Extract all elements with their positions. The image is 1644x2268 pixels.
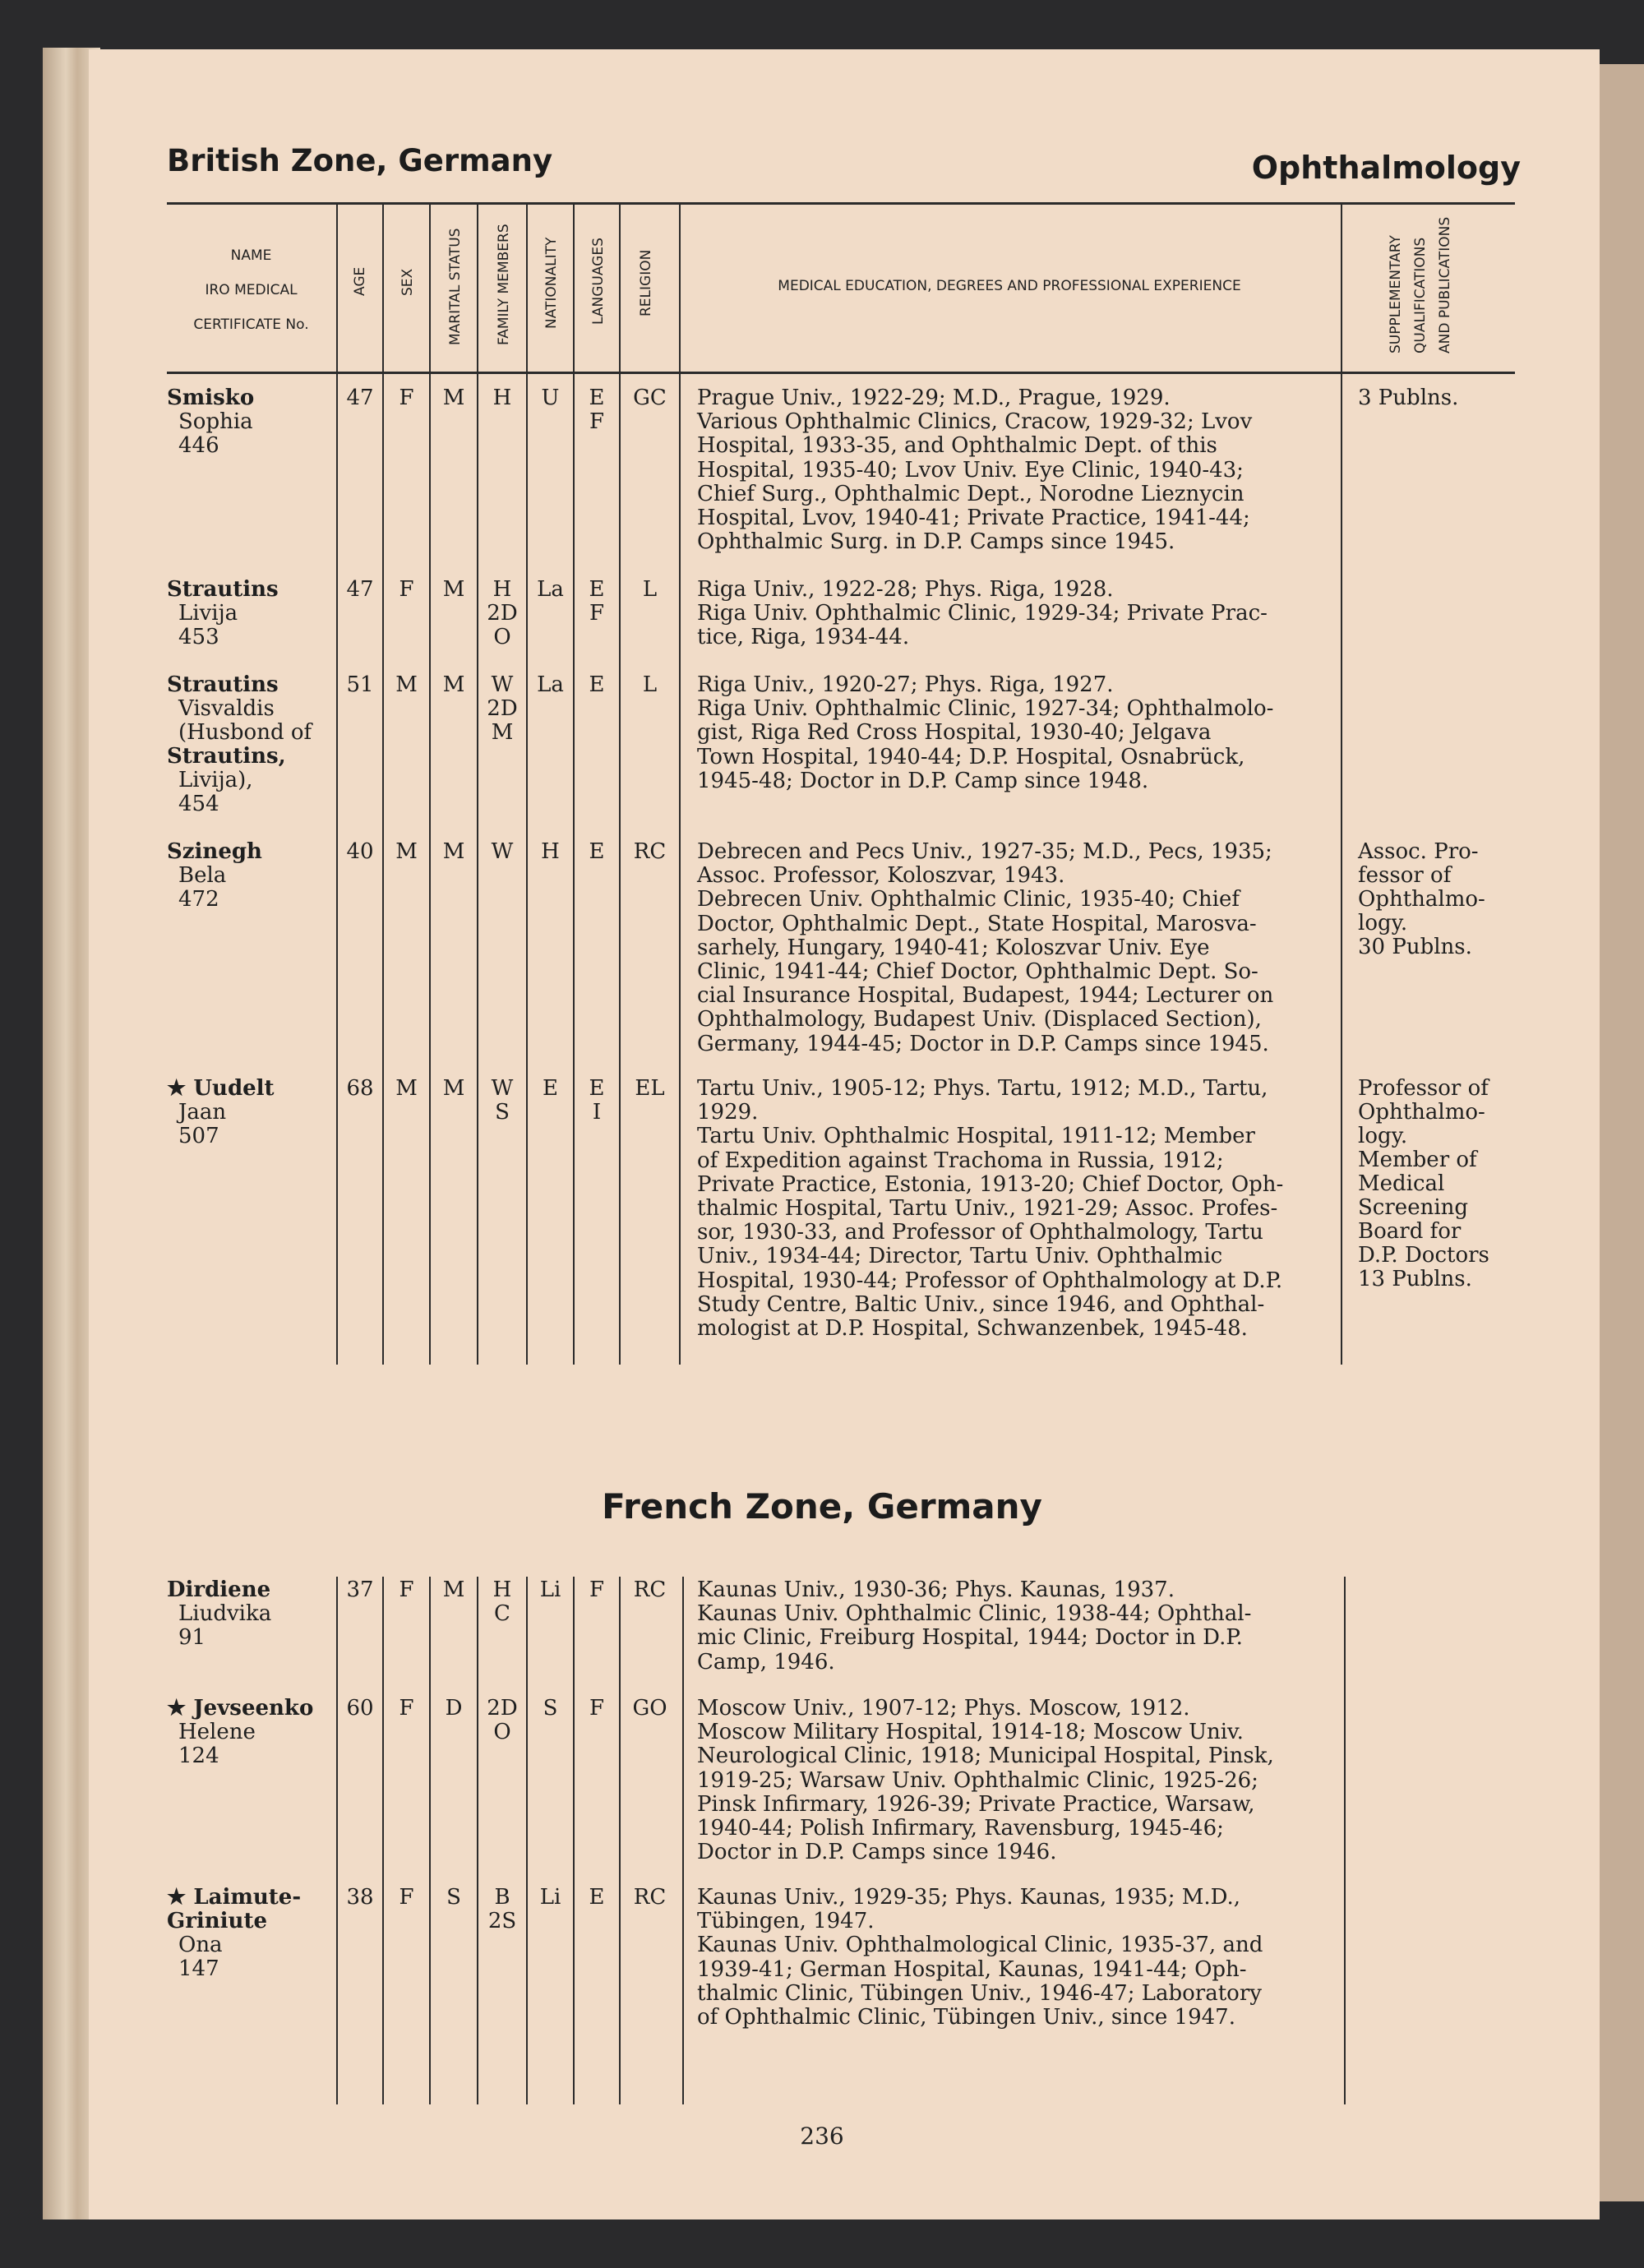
experience-line: Various Ophthalmic Clinics, Cracow, 1929-32; Lvov — [697, 409, 1253, 435]
cell-marital — [431, 1697, 477, 1721]
cell-value: M — [395, 1076, 418, 1101]
column-rule — [573, 374, 575, 1365]
experience-line: mic Clinic, Freiburg Hospital, 1944; Doctor in D.P. — [697, 1625, 1243, 1651]
experience-line: Town Hospital, 1940-44; D.P. Hospital, Osnabrück, — [697, 744, 1245, 769]
entry-name — [167, 386, 335, 458]
experience-text — [697, 1886, 1330, 2030]
cell-family — [478, 386, 526, 410]
experience-text — [697, 673, 1330, 793]
experience-line: Hospital, 1935-40; Lvov Univ. Eye Clinic, 1940-43; — [697, 457, 1244, 483]
specialty-heading: Ophthalmology — [1251, 150, 1521, 186]
surname: Szinegh — [167, 839, 262, 864]
cell-value: La — [537, 577, 564, 602]
cell-age — [338, 578, 382, 602]
surname: ★ Uudelt — [167, 1076, 275, 1101]
cell-value: 2D — [487, 601, 518, 626]
supplementary-line: Ophthalmo- — [1358, 887, 1485, 912]
name-line: Sophia — [178, 409, 253, 434]
cell-age — [338, 1886, 382, 1910]
cell-lang — [575, 578, 619, 626]
column-rule — [573, 202, 575, 372]
column-header-name: NAME IRO MEDICAL CERTIFICATE No. — [193, 247, 309, 333]
cell-rel — [621, 1886, 679, 1910]
surname: ★ Laimute- — [167, 1885, 302, 1910]
cell-value: F — [399, 577, 414, 602]
experience-line: of Expedition against Trachoma in Russia, 1912; — [697, 1148, 1224, 1173]
experience-line: Debrecen and Pecs Univ., 1927-35; M.D., Pecs, 1935; — [697, 839, 1272, 864]
experience-line: 1945-48; Doctor in D.P. Camp since 1948. — [697, 768, 1149, 793]
experience-line: 1929. — [697, 1100, 759, 1125]
cell-value: L — [642, 672, 658, 697]
name-line: Strautins, — [167, 744, 286, 769]
cell-age — [338, 1697, 382, 1721]
column-header-religion: RELIGION — [638, 249, 654, 316]
cell-value: 47 — [346, 386, 374, 410]
column-rule — [429, 202, 431, 372]
experience-line: Tartu Univ., 1905-12; Phys. Tartu, 1912; M.D., Tartu, — [697, 1076, 1268, 1101]
name-line: 446 — [178, 433, 219, 458]
cell-value: S — [495, 1100, 510, 1125]
cell-lang — [575, 1578, 619, 1602]
entry-name — [167, 840, 335, 912]
cell-sex — [384, 578, 429, 602]
cell-sex — [384, 386, 429, 410]
facing-page-edge — [1600, 64, 1644, 2201]
cell-value: E — [543, 1076, 558, 1101]
cell-value: GO — [632, 1696, 667, 1721]
name-line: 147 — [178, 1956, 219, 1981]
cell-value: GC — [633, 386, 667, 410]
column-rule — [682, 1577, 684, 2104]
cell-value: U — [541, 386, 560, 410]
experience-line: gist, Riga Red Cross Hospital, 1930-40; Jelgava — [697, 720, 1212, 746]
cell-rel — [621, 1697, 679, 1721]
name-line: 453 — [178, 625, 219, 649]
column-rule — [336, 202, 338, 372]
column-rule — [336, 1577, 338, 2104]
name-line: 507 — [178, 1124, 219, 1148]
experience-line: Riga Univ., 1922-28; Phys. Riga, 1928. — [697, 577, 1114, 602]
cell-value: M — [442, 1577, 465, 1602]
cell-rel — [621, 840, 679, 864]
column-header-languages: LANGUAGES — [590, 238, 607, 325]
cell-value: B — [494, 1885, 510, 1910]
experience-line: Kaunas Univ., 1930-36; Phys. Kaunas, 1937. — [697, 1577, 1175, 1602]
name-line: Helene — [178, 1720, 256, 1744]
column-rule — [382, 1577, 384, 2104]
supplementary-line: fessor of — [1358, 863, 1452, 888]
cell-value: M — [442, 672, 465, 697]
cell-marital — [431, 578, 477, 602]
column-rule — [429, 374, 431, 1365]
name-line: 472 — [178, 887, 219, 912]
supplementary-line: logy. — [1358, 1124, 1408, 1148]
cell-value: Li — [539, 1577, 561, 1602]
cell-value: Li — [539, 1885, 561, 1910]
cell-family — [478, 1077, 526, 1125]
cell-value: La — [537, 672, 564, 697]
experience-text — [697, 1697, 1330, 1864]
experience-line: thalmic Hospital, Tartu Univ., 1921-29; Assoc. Profes- — [697, 1196, 1278, 1222]
cell-nat — [528, 840, 573, 864]
cell-value: F — [589, 409, 605, 434]
experience-line: 1939-41; German Hospital, Kaunas, 1941-44; Oph- — [697, 1956, 1247, 1982]
experience-line: Study Centre, Baltic Univ., since 1946, and Ophthal- — [697, 1291, 1265, 1317]
experience-line: cial Insurance Hospital, Budapest, 1944; Lecturer on — [697, 983, 1274, 1009]
entry-name — [167, 1578, 335, 1650]
name-line: 124 — [178, 1744, 219, 1768]
cell-sex — [384, 673, 429, 697]
experience-line: Moscow Military Hospital, 1914-18; Moscow Univ. — [697, 1720, 1244, 1745]
column-rule — [526, 1577, 528, 2104]
experience-line: Tübingen, 1947. — [697, 1909, 875, 1934]
experience-line: Kaunas Univ. Ophthalmic Clinic, 1938-44; Ophthal- — [697, 1601, 1252, 1627]
cell-marital — [431, 386, 477, 410]
experience-line: tice, Riga, 1934-44. — [697, 625, 910, 650]
cell-marital — [431, 673, 477, 697]
supplementary-line: Professor of — [1358, 1076, 1489, 1101]
cell-value: M — [442, 386, 465, 410]
cell-rel — [621, 673, 679, 697]
supplementary-line: logy. — [1358, 911, 1408, 935]
column-rule — [429, 1577, 431, 2104]
surname: Strautins — [167, 672, 279, 697]
column-rule — [477, 374, 478, 1365]
column-rule — [619, 374, 621, 1365]
cell-value: W — [491, 1076, 514, 1101]
name-line: Visvaldis — [178, 696, 275, 721]
experience-line: mologist at D.P. Hospital, Schwanzenbek, 1945-48. — [697, 1316, 1248, 1342]
experience-line: sor, 1930-33, and Professor of Ophthalmology, Tartu — [697, 1220, 1263, 1245]
cell-value: F — [589, 1577, 605, 1602]
cell-value: F — [399, 386, 414, 410]
experience-line: Moscow Univ., 1907-12; Phys. Moscow, 1912. — [697, 1696, 1190, 1721]
cell-value: 2D — [487, 1696, 518, 1721]
name-line: (Husbond of — [178, 720, 312, 745]
cell-value: H — [541, 839, 560, 864]
supplementary-line: D.P. Doctors — [1358, 1243, 1489, 1268]
cell-value: D — [445, 1696, 463, 1721]
zone-heading: British Zone, Germany — [167, 143, 553, 178]
name-line: 454 — [178, 792, 219, 816]
cell-value: M — [395, 672, 418, 697]
column-header-marital: MARITAL STATUS — [447, 228, 464, 345]
experience-line: thalmic Clinic, Tübingen Univ., 1946-47; Laboratory — [697, 1980, 1262, 2006]
cell-value: M — [395, 839, 418, 864]
experience-line: Hospital, Lvov, 1940-41; Private Practice, 1941-44; — [697, 506, 1250, 531]
experience-line: Kaunas Univ., 1929-35; Phys. Kaunas, 1935; M.D., — [697, 1885, 1241, 1910]
cell-value: RC — [633, 1885, 667, 1910]
experience-line: Tartu Univ. Ophthalmic Hospital, 1911-12; Member — [697, 1124, 1255, 1149]
experience-line: Neurological Clinic, 1918; Municipal Hospital, Pinsk, — [697, 1744, 1274, 1769]
experience-line: Hospital, 1933-35, and Ophthalmic Dept. of this — [697, 433, 1217, 459]
cell-value: M — [442, 839, 465, 864]
cell-value: F — [399, 1696, 414, 1721]
name-line: Livija — [178, 601, 238, 626]
cell-age — [338, 673, 382, 697]
experience-line: Debrecen Univ. Ophthalmic Clinic, 1935-40; Chief — [697, 887, 1240, 912]
cell-value: 2S — [487, 1909, 517, 1933]
column-rule — [1344, 1577, 1346, 2104]
experience-line: Ophthalmic Surg. in D.P. Camps since 1945. — [697, 529, 1175, 555]
header-top-rule — [167, 202, 1515, 205]
experience-line: Doctor in D.P. Camps since 1946. — [697, 1840, 1057, 1865]
cell-age — [338, 840, 382, 864]
cell-value: 47 — [346, 577, 374, 602]
cell-nat — [528, 1886, 573, 1910]
cell-family — [478, 673, 526, 745]
experience-text — [697, 386, 1330, 554]
page-number: 236 — [800, 2122, 844, 2150]
supplementary-line: 3 Publns. — [1358, 386, 1459, 410]
entry-name — [167, 1886, 335, 1981]
cell-age — [338, 1578, 382, 1602]
column-rule — [679, 374, 681, 1365]
cell-rel — [621, 1077, 679, 1101]
cell-value: M — [491, 720, 514, 745]
cell-lang — [575, 840, 619, 864]
column-rule — [526, 202, 528, 372]
experience-line: Assoc. Professor, Koloszvar, 1943. — [697, 863, 1065, 889]
experience-line: Riga Univ. Ophthalmic Clinic, 1929-34; Private Prac- — [697, 601, 1268, 626]
cell-value: 40 — [346, 839, 374, 864]
cell-value: EL — [635, 1076, 665, 1101]
cell-lang — [575, 1697, 619, 1721]
column-header-experience: MEDICAL EDUCATION, DEGREES AND PROFESSIONAL EXPERIENCE — [778, 278, 1241, 294]
entry-name — [167, 673, 335, 816]
name-line: 91 — [178, 1625, 206, 1650]
cell-nat — [528, 1077, 573, 1101]
cell-value: 51 — [346, 672, 374, 697]
column-header-nationality: NATIONALITY — [543, 237, 560, 329]
supplementary-line: Assoc. Pro- — [1358, 839, 1479, 864]
cell-marital — [431, 1578, 477, 1602]
entry-name — [167, 578, 335, 649]
cell-sex — [384, 1077, 429, 1101]
column-header-supplementary: SUPPLEMENTARY QUALIFICATIONS AND PUBLICATIONS — [1388, 216, 1453, 353]
cell-lang — [575, 673, 619, 697]
cell-age — [338, 1077, 382, 1101]
column-rule — [477, 202, 478, 372]
surname: Smisko — [167, 386, 255, 410]
experience-line: Private Practice, Estonia, 1913-20; Chief Doctor, Oph- — [697, 1171, 1284, 1197]
cell-family — [478, 1886, 526, 1933]
cell-value: M — [442, 577, 465, 602]
cell-marital — [431, 1077, 477, 1101]
cell-rel — [621, 386, 679, 410]
entry-name — [167, 1077, 335, 1148]
supplementary-line: 13 Publns. — [1358, 1267, 1472, 1291]
experience-line: 1919-25; Warsaw Univ. Ophthalmic Clinic, 1925-26; — [697, 1767, 1258, 1793]
experience-line: Camp, 1946. — [697, 1649, 835, 1674]
cell-value: H — [492, 577, 512, 602]
cell-value: 68 — [346, 1076, 374, 1101]
cell-value: 37 — [346, 1577, 374, 1602]
cell-family — [478, 578, 526, 649]
cell-nat — [528, 1697, 573, 1721]
cell-value: F — [589, 1696, 605, 1721]
cell-value: 60 — [346, 1696, 374, 1721]
column-rule — [619, 1577, 621, 2104]
cell-family — [478, 840, 526, 864]
supplementary-text — [1358, 1077, 1522, 1291]
cell-value: RC — [633, 1577, 667, 1602]
experience-line: Riga Univ. Ophthalmic Clinic, 1927-34; Ophthalmolo- — [697, 696, 1274, 722]
cell-value: H — [492, 1577, 512, 1602]
cell-value: L — [642, 577, 658, 602]
entry-name — [167, 1697, 335, 1768]
experience-line: Riga Univ., 1920-27; Phys. Riga, 1927. — [697, 672, 1114, 697]
experience-line: Kaunas Univ. Ophthalmological Clinic, 1935-37, and — [697, 1933, 1263, 1958]
cell-marital — [431, 1886, 477, 1910]
cell-value: M — [442, 1076, 465, 1101]
experience-text — [697, 1578, 1330, 1674]
experience-line: Prague Univ., 1922-29; M.D., Prague, 1929. — [697, 386, 1171, 410]
column-header-sex: SEX — [399, 268, 416, 296]
supplementary-text — [1358, 840, 1522, 959]
cell-marital — [431, 840, 477, 864]
cell-value: E — [589, 839, 605, 864]
column-rule — [573, 1577, 575, 2104]
cell-nat — [528, 578, 573, 602]
name-line: Ona — [178, 1933, 223, 1957]
cell-value: 2D — [487, 696, 518, 721]
cell-nat — [528, 1578, 573, 1602]
cell-value: W — [491, 839, 514, 864]
name-line: Livija), — [178, 768, 253, 792]
supplementary-line: 30 Publns. — [1358, 935, 1472, 959]
cell-sex — [384, 1697, 429, 1721]
cell-value: O — [493, 1720, 511, 1744]
name-line: Griniute — [167, 1909, 268, 1933]
cell-value: F — [399, 1885, 414, 1910]
surname: ★ Jevseenko — [167, 1696, 314, 1721]
cell-lang — [575, 386, 619, 434]
cell-value: I — [592, 1100, 602, 1125]
name-line: Bela — [178, 863, 227, 888]
column-rule — [1341, 374, 1342, 1365]
column-rule — [526, 374, 528, 1365]
experience-line: Clinic, 1941-44; Chief Doctor, Ophthalmic Dept. So- — [697, 959, 1258, 985]
cell-lang — [575, 1077, 619, 1125]
supplementary-line: Ophthalmo- — [1358, 1100, 1485, 1125]
cell-value: S — [446, 1885, 461, 1910]
cell-value: 38 — [346, 1885, 374, 1910]
cell-value: H — [492, 386, 512, 410]
section-title-french-zone: French Zone, Germany — [602, 1486, 1042, 1527]
cell-age — [338, 386, 382, 410]
cell-value: C — [494, 1601, 510, 1626]
supplementary-text — [1358, 386, 1522, 410]
surname: Strautins — [167, 577, 279, 602]
column-rule — [619, 202, 621, 372]
cell-value: F — [589, 601, 605, 626]
cell-value: F — [399, 1577, 414, 1602]
cell-value: S — [543, 1696, 558, 1721]
experience-text — [697, 1077, 1330, 1341]
cell-value: O — [493, 625, 511, 649]
experience-line: sarhely, Hungary, 1940-41; Koloszvar Univ. Eye — [697, 935, 1210, 960]
experience-line: of Ophthalmic Clinic, Tübingen Univ., since 1947. — [697, 2005, 1235, 2030]
experience-line: Germany, 1944-45; Doctor in D.P. Camps since 1945. — [697, 1031, 1269, 1056]
cell-value: E — [589, 1885, 605, 1910]
cell-family — [478, 1578, 526, 1626]
cell-sex — [384, 1578, 429, 1602]
experience-line: Hospital, 1930-44; Professor of Ophthalmology at D.P. — [697, 1268, 1283, 1293]
name-line: Liudvika — [178, 1601, 272, 1626]
column-header-family: FAMILY MEMBERS — [496, 224, 512, 345]
column-rule — [679, 202, 681, 372]
cell-sex — [384, 1886, 429, 1910]
cell-nat — [528, 673, 573, 697]
cell-value: E — [589, 1076, 605, 1101]
column-header-age: AGE — [352, 266, 368, 296]
cell-value: W — [491, 672, 514, 697]
experience-text — [697, 578, 1330, 650]
cell-value: E — [589, 386, 605, 410]
column-rule — [336, 374, 338, 1365]
experience-text — [697, 840, 1330, 1056]
cell-lang — [575, 1886, 619, 1910]
cell-value: E — [589, 672, 605, 697]
name-line: Jaan — [178, 1100, 227, 1125]
supplementary-line: Screening — [1358, 1195, 1469, 1220]
cell-value: E — [589, 577, 605, 602]
cell-family — [478, 1697, 526, 1744]
experience-line: Ophthalmology, Budapest Univ. (Displaced Section), — [697, 1007, 1262, 1032]
supplementary-line: Board for — [1358, 1219, 1462, 1244]
cell-sex — [384, 840, 429, 864]
column-rule — [382, 202, 384, 372]
experience-line: Doctor, Ophthalmic Dept., State Hospital, Marosva- — [697, 911, 1257, 936]
supplementary-line: Member of — [1358, 1148, 1477, 1172]
experience-line: Chief Surg., Ophthalmic Dept., Norodne Lieznycin — [697, 481, 1245, 506]
header-bottom-rule — [167, 372, 1515, 374]
experience-line: 1940-44; Polish Infirmary, Ravensburg, 1945-46; — [697, 1816, 1224, 1841]
cell-rel — [621, 1578, 679, 1602]
column-rule — [1341, 202, 1342, 372]
supplementary-line: Medical — [1358, 1171, 1445, 1196]
column-rule — [477, 1577, 478, 2104]
column-rule — [382, 374, 384, 1365]
cell-nat — [528, 386, 573, 410]
cell-value: RC — [633, 839, 667, 864]
surname: Dirdiene — [167, 1577, 271, 1602]
experience-line: Pinsk Infirmary, 1926-39; Private Practice, Warsaw, — [697, 1791, 1255, 1817]
experience-line: Univ., 1934-44; Director, Tartu Univ. Ophthalmic — [697, 1244, 1223, 1269]
cell-rel — [621, 578, 679, 602]
